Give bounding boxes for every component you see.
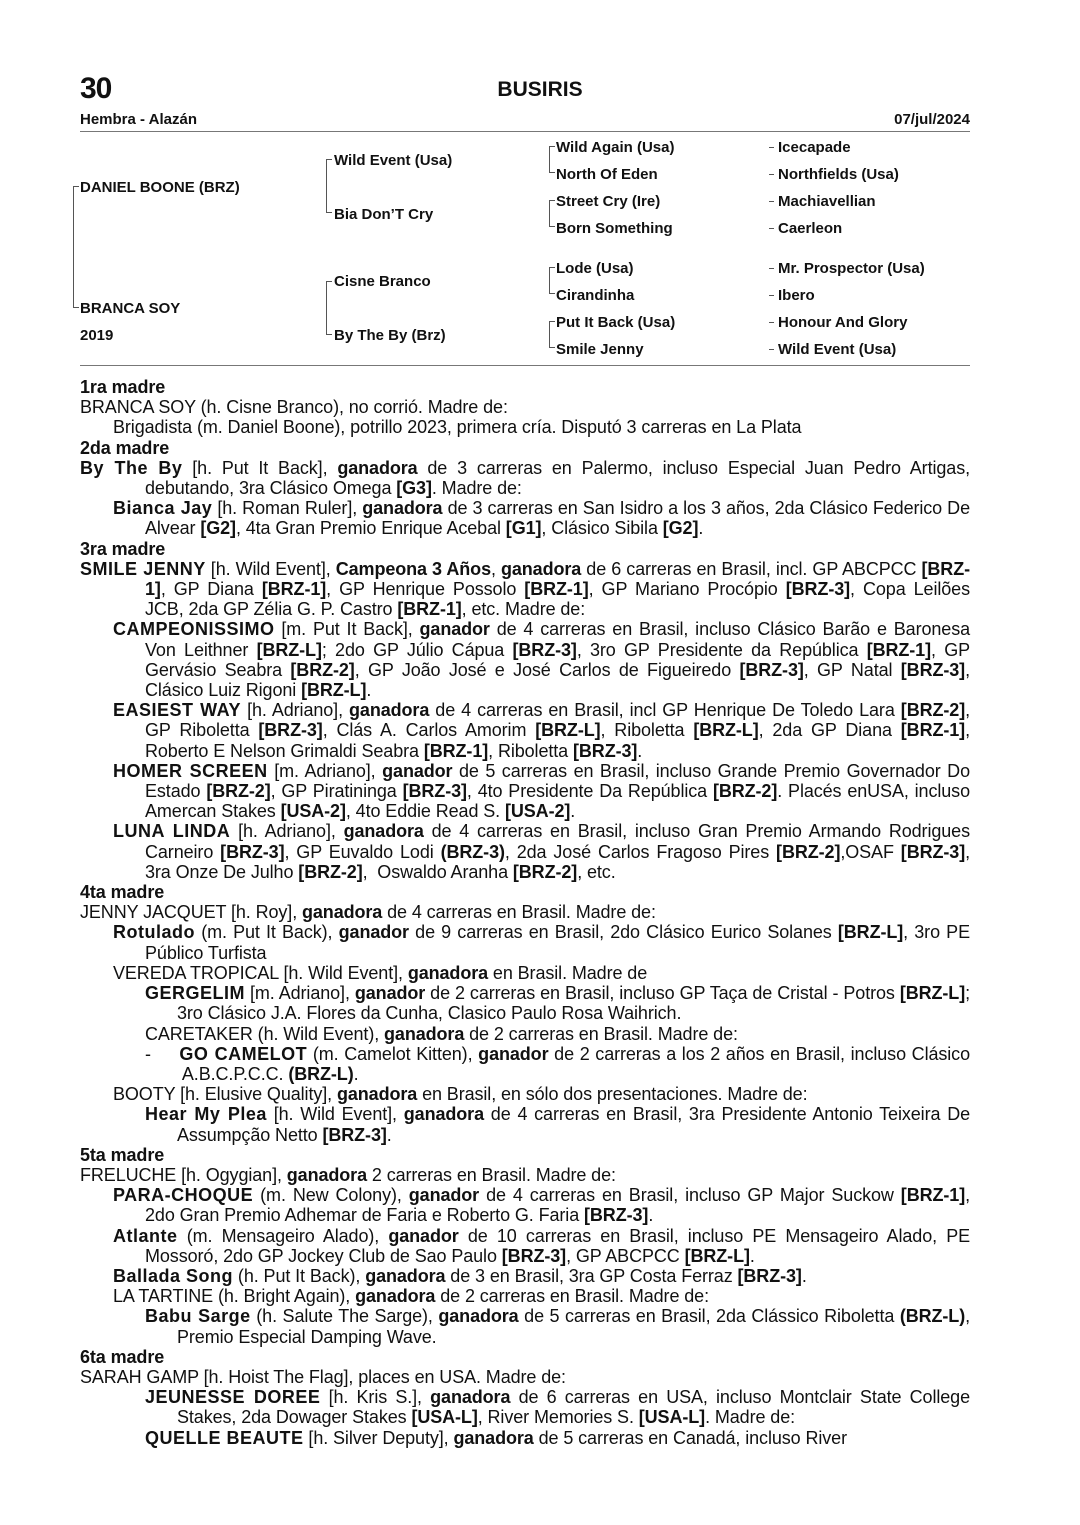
pedigree-gen3: Smile Jenny [556,341,644,358]
dash [769,147,774,148]
pedigree-gen4: Caerleon [778,220,843,237]
dam-entry: BRANCA SOY (h. Cisne Branco), no corrió. Madre de: [80,397,508,418]
produce-entry: Atlante (m. Mensageiro Alado), ganador de 10 carreras en Brasil, incluso PE Mensageiro Alado, PE Mossoró, 2do GP Jockey Club de Sao Paulo [BRZ-3], GP ABCPCC [BRZ-L]. [113,1225,971,1266]
produce-entry: PARA-CHOQUE (m. New Colony), ganador de 4 carreras en Brasil, incluso GP Major Suckow [BRZ-1], 2do Gran Premio Adhemar de Faria e Roberto G. Faria [BRZ-3]. [113,1185,970,1226]
produce-entry: HOMER SCREEN [m. Adriano], ganador de 5 carreras en Brasil, incluso Grande Premio Governador Do Estado [BRZ-2], GP Piratininga [BRZ-3], 4to Presidente Da República [BRZ-2]. Placés enUSA, incluso Amercan Stakes [USA-2], 4to Eddie Read S. [USA-2]. [113,760,970,822]
pedigree-gen4: Ibero [778,287,815,304]
bracket [549,321,550,348]
pedigree-gen3: Wild Again (Usa) [556,139,675,156]
produce-entry: EASIEST WAY [h. Adriano], ganadora de 4 carreras en Brasil, incl GP Henrique De Toledo Lara [BRZ-2], GP Riboletta [BRZ-3], Clás A. Carlos Amorim [BRZ-L], Riboletta [BRZ-L], 2da GP Diana [BRZ-1], Roberto E Nelson Grimaldi Seabra [BRZ-1], Riboletta [BRZ-3]. [113,700,970,761]
pedigree-gen2: Bia Don’T Cry [334,206,434,223]
family-notes [80,377,970,1448]
produce-entry: CARETAKER (h. Wild Event), ganadora de 2 carreras en Brasil. Madre de: [145,1023,738,1044]
dash [769,295,774,296]
pedigree-rule [80,365,970,366]
produce-entry: BOOTY [h. Elusive Quality], ganadora en Brasil, en sólo dos presentaciones. Madre de: [113,1084,808,1105]
section-heading: 3ra madre [80,538,166,559]
dam-entry: JENNY JACQUET [h. Roy], ganadora de 4 carreras en Brasil. Madre de: [80,902,656,923]
pedigree-gen2: Wild Event (Usa) [334,152,453,169]
produce-entry: Rotulado (m. Put It Back), ganador de 9 carreras en Brasil, 2do Clásico Eurico Solanes [BRZ-L], 3ro PE Público Turfista [113,922,970,963]
bracket [73,186,74,308]
sex-color: Hembra - Alazán [80,111,197,128]
dam: BRANCA SOY [80,300,181,317]
pedigree-gen4: Northfields (Usa) [778,166,899,183]
dash [769,174,774,175]
dash [769,322,774,323]
produce-entry: JEUNESSE DOREE [h. Kris S.], ganadora de 6 carreras en USA, incluso Montclair State College Stakes, 2da Dowager Stakes [USA-L], River Memories S. [USA-L]. Madre de: [145,1387,970,1428]
pedigree-gen3: Street Cry (Ire) [556,193,661,210]
dam-entry: FRELUCHE [h. Ogygian], ganadora 2 carreras en Brasil. Madre de: [80,1164,616,1185]
section-heading: 2da madre [80,437,170,458]
catalog-date: 07/jul/2024 [894,111,970,128]
pedigree-gen4: Icecapade [778,139,851,156]
pedigree-gen4: Machiavellian [778,193,876,210]
lot-number: 30 [80,72,112,105]
pedigree-gen3: Put It Back (Usa) [556,314,676,331]
bracket [549,200,550,227]
bracket [549,267,550,294]
pedigree-gen3: Born Something [556,220,673,237]
bracket [326,281,327,335]
pedigree-gen3: Cirandinha [556,287,635,304]
pedigree-gen2: By The By (Brz) [334,327,446,344]
produce-entry: GERGELIM [m. Adriano], ganador de 2 carreras en Brasil, incluso GP Taça de Cristal - Potros [BRZ-L]; 3ro Clásico J.A. Flores da Cunha, Clasico Paulo Rosa Waihrich. [145,983,970,1024]
top-rule [80,131,970,132]
section-heading: 5ta madre [80,1144,165,1165]
produce-entry: VEREDA TROPICAL [h. Wild Event], ganadora en Brasil. Madre de [113,962,648,983]
produce-entry: Brigadista (m. Daniel Boone), potrillo 2023, primera cría. Disputó 3 carreras en La Plata [113,417,802,438]
section-heading: 4ta madre [80,882,165,903]
pedigree-gen3: Lode (Usa) [556,260,634,277]
pedigree-gen2: Cisne Branco [334,273,431,290]
dash [769,268,774,269]
produce-entry: Babu Sarge (h. Salute The Sarge), ganadora de 5 carreras en Brasil, 2da Clássico Riboletta (BRZ-L), Premio Especial Damping Wave. [145,1306,971,1347]
foal-year: 2019 [80,327,114,344]
dash [769,201,774,202]
section-heading: 1ra madre [80,377,166,397]
horse-name: BUSIRIS [497,78,583,101]
section-heading: 6ta madre [80,1346,165,1367]
produce-entry: Bianca Jay [h. Roman Ruler], ganadora de 3 carreras en San Isidro a los 3 años, 2da Clásico Federico De Alvear [G2], 4ta Gran Premio Enrique Acebal [G1], Clásico Sibila [G2]. [113,498,970,539]
dash [769,228,774,229]
produce-entry: - GO CAMELOT (m. Camelot Kitten), ganador de 2 carreras a los 2 años en Brasil, incluso Clásico A.B.C.P.C.C. (BRZ-L). [145,1043,970,1084]
dam-entry: SMILE JENNY [h. Wild Event], Campeona 3 Años, ganadora de 6 carreras en Brasil, incl. GP ABCPCC [BRZ-1], GP Diana [BRZ-1], GP Henrique Possolo [BRZ-1], GP Mariano Procópio [BRZ-3], Copa Leilões JCB, 2da GP Zélia G. P. Castro [BRZ-1], etc. Madre de: [80,558,970,620]
bracket [326,159,327,213]
produce-entry: Hear My Plea [h. Wild Event], ganadora de 4 carreras en Brasil, 3ra Presidente Antonio Teixeira De Assumpção Netto [BRZ-3]. [145,1104,971,1145]
dam-entry: SARAH GAMP [h. Hoist The Flag], places en USA. Madre de: [80,1366,566,1387]
pedigree-gen3: North Of Eden [556,166,658,183]
produce-entry: CAMPEONISSIMO [m. Put It Back], ganador de 4 carreras en Brasil, incluso Clásico Barão e Baronesa Von Leithner [BRZ-L]; 2do GP Júlio Cápua [BRZ-3], 3ro GP Presidente da República [BRZ-1], GP Gervásio Seabra [BRZ-2], GP João José e José Carlos de Figueiredo [BRZ-3], GP Natal [BRZ-3], Clásico Luiz Rigoni [BRZ-L]. [113,619,971,701]
produce-entry: Ballada Song (h. Put It Back), ganadora de 3 en Brasil, 3ra GP Costa Ferraz [BRZ-3]. [113,1265,807,1286]
produce-entry: LA TARTINE (h. Bright Again), ganadora de 2 carreras en Brasil. Madre de: [113,1286,709,1307]
dam-entry: By The By [h. Put It Back], ganadora de 3 carreras en Palermo, incluso Especial Juan Pedro Artigas, debutando, 3ra Clásico Omega [G3]. Madre de: [80,457,970,499]
pedigree-gen4: Mr. Prospector (Usa) [778,260,925,277]
pedigree-gen4: Wild Event (Usa) [778,341,897,358]
produce-entry: LUNA LINDA [h. Adriano], ganadora de 4 carreras en Brasil, incluso Gran Premio Armando Rodrigues Carneiro [BRZ-3], GP Euvaldo Lodi (BRZ-3), 2da José Carlos Fragoso Pires [BRZ-2],OSAF [BRZ-3], 3ra Onze De Julho [BRZ-2], Oswaldo Aranha [BRZ-2], etc. [113,821,970,882]
produce-entry: QUELLE BEAUTE [h. Silver Deputy], ganadora de 5 carreras en Canadá, incluso River [145,1427,847,1448]
bracket [549,146,550,173]
sire: DANIEL BOONE (BRZ) [80,179,240,196]
pedigree-gen4: Honour And Glory [778,314,908,331]
dash [769,349,774,350]
